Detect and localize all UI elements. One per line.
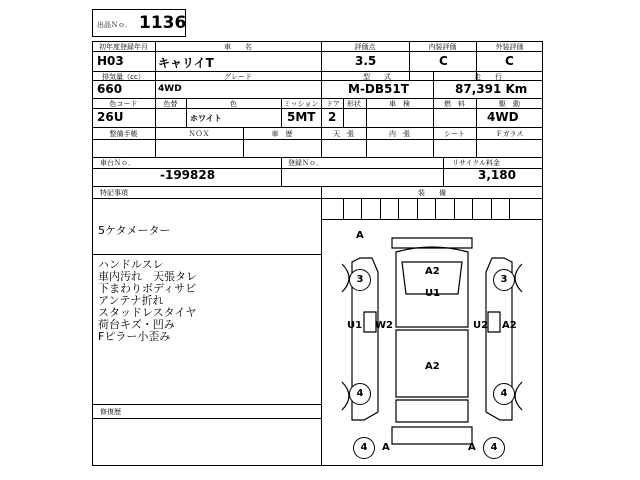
color-code-value: 26U bbox=[97, 110, 124, 124]
grid-line bbox=[472, 198, 473, 220]
damage-mark-rear-a-left: A bbox=[382, 442, 390, 453]
tire-rear-right: 4 bbox=[493, 383, 515, 405]
tire-bottom-left: 4 bbox=[353, 437, 375, 459]
lot-number: 1136 bbox=[139, 13, 187, 33]
score-value: 3.5 bbox=[355, 54, 377, 68]
chassis-label: 車台Ｎｏ． bbox=[100, 159, 135, 167]
sunroof-label: 天 張 bbox=[333, 130, 354, 138]
exterior-value: C bbox=[505, 54, 514, 68]
color-change-label: 色替 bbox=[163, 100, 178, 108]
rule bbox=[92, 254, 321, 255]
damage-mark-right-a2: A2 bbox=[502, 320, 517, 331]
first-reg-label: 初年度登録年月 bbox=[99, 43, 148, 51]
damage-mark-front-a: A bbox=[356, 230, 364, 241]
exterior-label: 外装評価 bbox=[495, 43, 524, 51]
inspection-label: 車 検 bbox=[389, 100, 410, 108]
model-code-label: 型 式 bbox=[363, 73, 391, 81]
wheel-arch-fr bbox=[515, 264, 522, 292]
model-code-value: M-DB51T bbox=[348, 82, 409, 96]
doors-label: ドア・形状 bbox=[326, 100, 361, 108]
grid-line bbox=[417, 198, 418, 220]
grid-line bbox=[361, 198, 362, 220]
doors-value: 2 bbox=[328, 110, 337, 124]
lot-number-label: 出品Ｎｏ． bbox=[97, 21, 132, 29]
recycle-label: リサイクル料金 bbox=[452, 159, 501, 167]
grid-line bbox=[435, 198, 436, 220]
damage-mark-left-u1: U1 bbox=[347, 320, 363, 331]
notes-item: ハンドルスレ bbox=[98, 258, 164, 271]
tire-front-right: 3 bbox=[493, 269, 515, 291]
tire-bottom-right: 4 bbox=[483, 437, 505, 459]
history-label: 車 歴 bbox=[271, 130, 293, 138]
equipment-label: 装 備 bbox=[418, 189, 446, 197]
transmission-label: ミッション bbox=[283, 100, 319, 108]
notes-line-meter: 5ケタメーター bbox=[98, 224, 171, 237]
color-label: 色 bbox=[230, 100, 237, 108]
grade-value: 4WD bbox=[158, 84, 182, 94]
reg-no-label: 登録Ｎｏ． bbox=[288, 159, 323, 167]
mileage-value: 87,391 Km bbox=[455, 82, 528, 96]
damage-mark-bed-a2: A2 bbox=[425, 361, 440, 372]
manual-label: 整備手帳 bbox=[109, 130, 138, 138]
model-name-value: キャリイT bbox=[158, 56, 214, 70]
interior-cloth-label: 内 張 bbox=[389, 130, 410, 138]
nox-label: ＮＯＸ bbox=[188, 130, 210, 138]
rule bbox=[92, 418, 321, 419]
rule bbox=[92, 186, 543, 187]
damage-mark-front-a2: A2 bbox=[425, 266, 440, 277]
grid-line bbox=[343, 198, 344, 220]
grade-label: グレード bbox=[224, 73, 252, 81]
first-reg-value: H03 bbox=[97, 54, 124, 68]
displacement-value: 660 bbox=[97, 82, 123, 96]
drive-value: 4WD bbox=[487, 110, 519, 124]
wheel-arch-rl bbox=[342, 382, 349, 410]
notes-item: Fピラー小歪み bbox=[98, 330, 171, 343]
color-value: ホワイト bbox=[190, 114, 222, 123]
glass-label: Ｆガラス bbox=[495, 130, 524, 138]
rear-view bbox=[392, 427, 472, 444]
fuel-label: 燃 料 bbox=[444, 100, 465, 108]
damage-mark-left-w2: W2 bbox=[375, 320, 393, 331]
notes-item: スタッドレスタイヤ bbox=[98, 306, 197, 319]
grid-line bbox=[454, 198, 455, 220]
tire-rear-left: 4 bbox=[349, 383, 371, 405]
truck-diagram bbox=[322, 222, 542, 465]
right-door-window bbox=[488, 312, 500, 332]
repair-label: 修復歴 bbox=[100, 408, 121, 416]
tire-front-left: 3 bbox=[349, 269, 371, 291]
drive-label: 駆 動 bbox=[499, 100, 520, 108]
notes-item: 車内汚れ 天張タレ bbox=[98, 270, 197, 283]
model-name-label: 車 名 bbox=[224, 43, 252, 51]
score-label: 評価点 bbox=[354, 43, 376, 51]
grid-line bbox=[380, 198, 381, 220]
recycle-value: 3,180 bbox=[478, 168, 516, 182]
rule bbox=[281, 157, 282, 186]
notes-item: 荷台キズ・凹み bbox=[98, 318, 175, 331]
damage-mark-front-u1: U1 bbox=[425, 288, 441, 299]
notes-item: 下まわりボディサビ bbox=[98, 282, 197, 295]
lot-number-box bbox=[92, 9, 186, 37]
grid-line bbox=[509, 198, 510, 220]
notes-item: アンテナ折れ bbox=[98, 294, 164, 307]
mileage-label: 走 行 bbox=[474, 73, 502, 81]
chassis-value: -199828 bbox=[160, 168, 216, 182]
rule bbox=[443, 157, 444, 186]
rule bbox=[92, 404, 321, 405]
grid-line bbox=[491, 198, 492, 220]
interior-value: C bbox=[439, 54, 448, 68]
grid-line bbox=[398, 198, 399, 220]
damage-mark-right-u2: U2 bbox=[473, 320, 489, 331]
interior-label: 内装評価 bbox=[428, 43, 457, 51]
damage-mark-rear-a-right: A bbox=[468, 442, 476, 453]
seat-label: シート bbox=[444, 130, 465, 138]
cab-top bbox=[396, 247, 468, 327]
rear-gate bbox=[396, 400, 468, 422]
displacement-label: 排気量（cc） bbox=[102, 73, 145, 81]
wheel-arch-rr bbox=[515, 382, 522, 410]
wheel-arch-fl bbox=[342, 264, 349, 292]
transmission-value: 5MT bbox=[287, 110, 316, 124]
color-code-label: 色コード bbox=[109, 100, 138, 108]
notes-label: 特記事項 bbox=[100, 189, 128, 197]
